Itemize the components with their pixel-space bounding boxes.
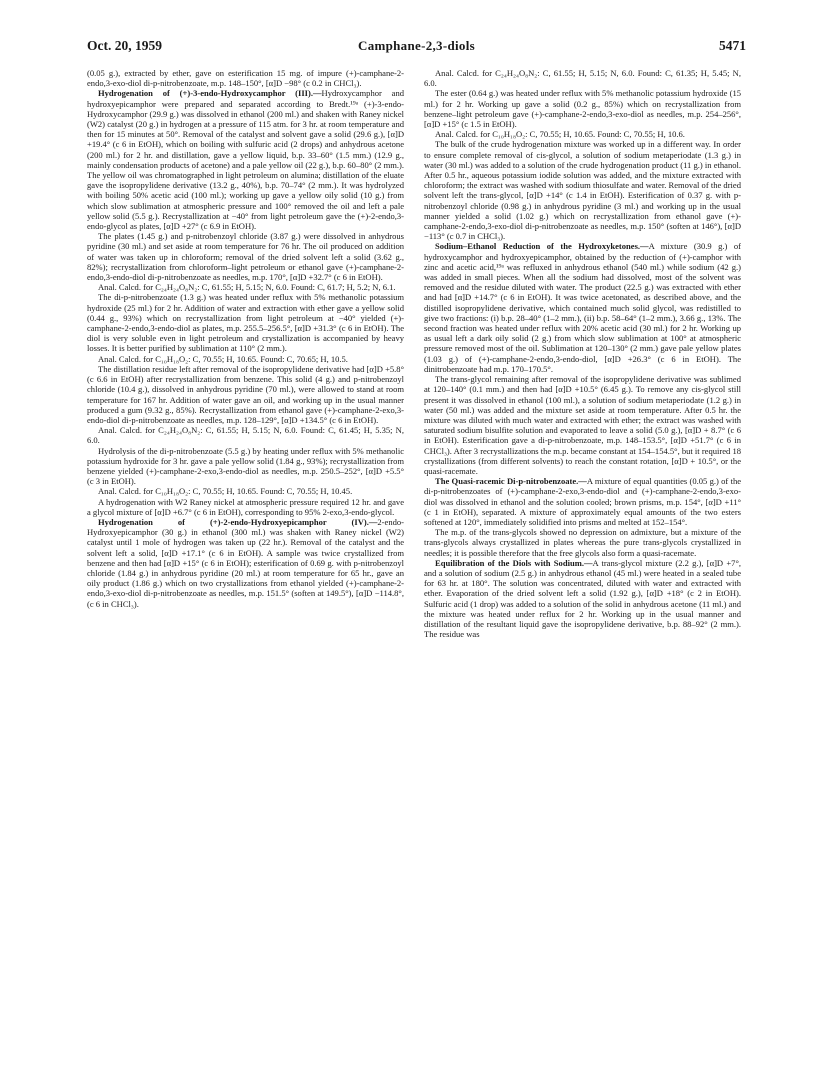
paragraph-text: (0.05 g.), extracted by ether, gave on esterification 15 mg. of impure (+)-camphane-2-endo,3-exo-diol di-p-nitrobenzoate, m.p. 148–150°, [α]D −98° (c 0.2 in CHCl₃). bbox=[87, 68, 404, 89]
paragraph bbox=[424, 241, 741, 374]
paragraph-text: The di-p-nitrobenzoate (1.3 g.) was heated under reflux with 5% methanolic potassium hydroxide (25 ml.) for 2 hr. Addition of water and extraction with ether gave a yellow solid (0.44 g., 93%) which on recrystallization from light petroleum at −40° yielded (+)-camphane-2-endo,3-endo-diol as plates, m.p. 255.5–256.5°, [α]D +31.3° (c 6 in EtOH). The diol is very soluble even in light petroleum and crystallization is accompanied by heavy losses. It is better purified by sublimation at 110° (2 mm.). bbox=[87, 292, 404, 354]
paragraph-text: Anal. Calcd. for C₂₄H₂₄O₈N₂: C, 61.55; H, 5.15; N, 6.0. Found: C, 61.35; H, 5.45; N, 6.0. bbox=[424, 68, 741, 89]
paragraph-text: Hydroxycamphor and hydroxyepicamphor were prepared and separated according to Bredt.¹⁹ᵃ (+)-3-endo-Hydroxycamphor (29.9 g.) was dissolved in ethanol (200 ml.) and shaken with Raney nickel (W2) catalyst (20 g.) in hydrogen at a pressure of 115 atm. for 3 hr. at room temperature and then for 15 minutes at 50°. Removal of the catalyst and solvent gave a solid (29.6 g.), [α]D +19.4° (c 6 in EtOH), which on boiling with sulfuric acid (2 drops) and anhydrous acetone (200 ml.) for 2 hr. and distillation, gave a yellow liquid, b.p. 33–60° (1.5 mm.) (12.9 g., mainly condensation products of acetone) and a pale yellow oil (22 g.), b.p. 60–80° (2 mm.). The yellow oil was chromatographed in light petroleum on alumina; distillation of the eluate gave the isopropylidene derivative (13.2 g., 40%), b.p. 70–74° (2 mm.). It was hydrolyzed with boiling 50% acetic acid (100 ml.); working up gave a yellow oily solid (10 g.) from which slow sublimation at atmospheric pressure and 100° removed the oil and left a pale yellow solid (5.5 g.). Recrystallization at −40° from light petroleum gave the (+)-2-endo,3-endo-glycol as plates, [α]D +27° (c 6.9 in EtOH). bbox=[87, 88, 404, 232]
paragraph bbox=[87, 486, 404, 496]
paragraph-text: Anal. Calcd. for C₁₀H₁₈O₂: C, 70.55; H, 10.65. Found: C, 70.55; H, 10.6. bbox=[435, 129, 685, 140]
paragraph-text: Anal. Calcd. for C₂₄H₂₄O₈N₂: C, 61.55; H, 5.15; N, 6.0. Found: C, 61.7; H, 5.2; N, 6.1. bbox=[98, 282, 396, 293]
paragraph-text: 2-endo-Hydroxyepicamphor (30 g.) in ethanol (300 ml.) was shaken with Raney nickel (W2) catalyst until 1 mole of hydrogen was taken up (22 hr.). Removal of the catalyst and the solvent left a solid, [α]D +17.1° (c 6 in EtOH). A sample was twice crystallized from benzene and then had [α]D +15° (c 6 in EtOH); esterification of 0.69 g. with p-nitrobenzoyl chloride (1.84 g.) in anhydrous pyridine (20 ml.) at room temperature for 65 hr., gave an oily product (1.86 g.) which on two crystallizations from ethanol yielded (+)-camphane-2-endo,3-exo-diol di-p-nitrobenzoate as needles, m.p. 151.5° (soften at 149.5°), [α]D −114.8°, (c 6 in CHCl₃). bbox=[87, 516, 404, 609]
section-heading: Hydrogenation of (+)-2-endo-Hydroxyepicamphor (IV).— bbox=[98, 516, 378, 527]
paragraph-text: The distillation residue left after removal of the isopropylidene derivative had [α]D +5.8° (c 6.6 in EtOH) after recrystallization from benzene. This solid (4 g.) and p-nitrobenzoyl chloride (10.4 g.), dissolved in anhydrous pyridine (70 ml.), were allowed to stand at room temperature for 167 hr. Addition of water gave an oil, and working up in the usual manner produced a gum (9.32 g., 85%). Recrystallization from ethanol gave (+)-camphane-2-exo,3-endo-diol di-p-nitrobenzoate as needles, m.p. 128–129°, [α]D +134.5° (c 6 in EtOH). bbox=[87, 363, 404, 425]
section-heading: Hydrogenation of (+)-3-endo-Hydroxycamphor (III).— bbox=[98, 88, 322, 99]
paragraph bbox=[87, 364, 404, 425]
page-number: 5471 bbox=[719, 38, 746, 53]
paragraph-text: Anal. Calcd. for C₁₀H₁₈O₂: C, 70.55; H, 10.65. Found: C, 70.55; H, 10.45. bbox=[98, 486, 353, 497]
paragraph bbox=[87, 88, 404, 231]
paragraph bbox=[424, 139, 741, 241]
paragraph bbox=[87, 354, 404, 364]
paragraph bbox=[424, 68, 741, 88]
paragraph bbox=[424, 129, 741, 139]
paragraph bbox=[87, 425, 404, 445]
section-heading: The Quasi-racemic Di-p-nitrobenzoate.— bbox=[435, 476, 587, 487]
paragraph-text: The m.p. of the trans-glycols showed no depression on admixture, but a mixture of the trans-glycols always crystallized in plates whereas the pure trans-glycols crystallized in needles; it is possible therefore that the free glycols also form a quasi-racemate. bbox=[424, 527, 741, 558]
paragraph bbox=[424, 558, 741, 640]
right-column bbox=[424, 68, 741, 639]
paragraph bbox=[424, 476, 741, 527]
paragraph-text: The bulk of the crude hydrogenation mixture was worked up in a different way. In order to ensure complete removal of cis-glycol, a solution of sodium metaperiodate (1.3 g.) in water (30 ml.) was added to a solution of the crude hydrogenation product (11 g.) in ethanol. After 0.5 hr., aqueous potassium iodide solution was added, and the mixture extracted with chloroform; the extract was washed with sodium thiosulfate and water. Removal of the dried solvent left the trans-glycol, [α]D +14° (c 1.4 in EtOH). Esterification of 0.37 g. with p-nitrobenzoyl chloride (0.98 g.) in anhydrous pyridine (3 ml.) and working up in the usual manner yielded a solid (1.02 g.) which on recrystallization from ethanol gave (+)-camphane-2-endo,3-exo-diol di-p-nitrobenzoate as needles, m.p. 150° (soften at 146°), [α]D −113° (c 0.7 in CHCl₃). bbox=[424, 139, 741, 242]
paragraph-text: A trans-glycol mixture (2.2 g.), [α]D +7°, and a solution of sodium (2.5 g.) in anhydrous ethanol (45 ml.) were heated in a sealed tube for 63 hr. at 180°. The solution was concentrated, diluted with water and extracted with ether. Evaporation of the dried solvent left a solid (1.92 g.), [α]D +18° (c 2 in EtOH). Sulfuric acid (1 drop) was added to a solution of the solid in anhydrous acetone (11 ml.) and the mixture was heated under reflux for 2 hr. Working up in the usual manner and distillation of the resultant liquid gave the isopropylidene derivative, b.p. 88–92° (2 mm.). The residue was bbox=[424, 557, 741, 640]
paragraph-text: Hydrolysis of the di-p-nitrobenzoate (5.5 g.) by heating under reflux with 5% methanolic potassium hydroxide for 3 hr. gave a pale yellow solid (1.84 g., 93%); recrystallization from benzene yielded (+)-camphane-2-exo,3-endo-diol as needles, m.p. 250.5–252°, [α]D +5.5° (c 3 in EtOH). bbox=[87, 445, 404, 487]
paragraph-text: A mixture of equal quantities (0.05 g.) of the di-p-nitrobenzoates of (+)-camphane-2-exo,3-endo-diol and (+)-camphane-2-endo,3-exo-diol was dissolved in ethanol and the solution cooled; brown prisms, m.p. 154°, [α]D +11° (c 1 in EtOH), separated. A mixture of approximately equal amounts of the two esters softened at 120°, immediately solidified into prisms and melted at 152–154°. bbox=[424, 476, 742, 527]
left-column bbox=[87, 68, 404, 609]
paragraph bbox=[424, 527, 741, 558]
paragraph-text: The trans-glycol remaining after removal of the isopropylidene derivative was sublimed at 120–140° (0.1 mm.) and then had [α]D +10.5° (6.45 g.). To remove any cis-glycol still present it was dissolved in ethanol (100 ml.), a solution of sodium metaperiodate (1.2 g.) in water (50 ml.) was added and the mixture set aside at room temperature. After 0.5 hr. the mixture was diluted with much water and extracted with ether; the extract was washed with saturated sodium bisulfite solution and evaporated to leave a solid (5.0 g.), [α]D + 8.7° (c 6 in EtOH). Esterification gave a di-p-nitrobenzoate, m.p. 148–153.5°, [α]D +51.7° (c 6 in CHCl₃). After 3 recrystallizations the m.p. became constant at 154–154.5°, but it required 18 crystallizations (from different solvents) to reach the constant rotation, [α]D + 10.5°, or the quasi-racemate. bbox=[424, 374, 741, 476]
section-heading: Equilibration of the Diols with Sodium.— bbox=[435, 557, 593, 568]
paragraph bbox=[87, 292, 404, 353]
header-date: Oct. 20, 1959 bbox=[87, 38, 162, 53]
paragraph-text: A mixture (30.9 g.) of hydroxycamphor and hydroxyepicamphor, obtained by the reduction of (+)-camphor with zinc and acetic acid,¹⁹ᵃ was refluxed in anhydrous ethanol (540 ml.) while sodium (42 g.) was added in small pieces. When all the sodium had dissolved, most of the solvent was removed and the residue diluted with water. The product (22.5 g.) was extracted with ether and had [α]D +14.7° (c 6 in EtOH). It was twice acetonated, as described above, and the distilled isopropylidene derivative, which contained much solid glycol, was redistilled to give two fractions: (i) b.p. 28–40° (1–2 mm.), (ii) b.p. 58–64° (1–2 mm.), 3.66 g., 13%. The second fraction was heated under reflux with 20% acetic acid (30 ml.) for 2 hr. Working up as usual left a dark oily solid (2 g.) from which slow sublimation at 100° at atmospheric pressure removed most of the oil. Sublimation at 120–130° (2 mm.) gave pale yellow plates (1.03 g.) of (+)-camphane-2-endo,3-endo-diol, [α]D +26.3° (c 6 in EtOH). The dinitrobenzoate had m.p. 170–170.5°. bbox=[424, 241, 741, 374]
paragraph-text: The ester (0.64 g.) was heated under reflux with 5% methanolic potassium hydroxide (15 ml.) for 2 hr. Working up gave a solid (0.2 g., 85%) which on recrystallization from benzene–light petroleum gave (+)-camphane-2-endo,3-exo-diol as needles, m.p. 254–256°, [α]D +15° (c 1.5 in EtOH). bbox=[424, 88, 741, 130]
paragraph-text: Anal. Calcd. for C₁₀H₁₈O₂: C, 70.55; H, 10.65. Found: C, 70.65; H, 10.5. bbox=[98, 353, 348, 364]
header-title: Camphane-2,3-diols bbox=[358, 38, 475, 53]
section-heading: Sodium–Ethanol Reduction of the Hydroxyketones.— bbox=[435, 241, 649, 252]
paragraph bbox=[87, 446, 404, 487]
paragraph-text: Anal. Calcd. for C₂₄H₂₄O₈N₂: C, 61.55; H, 5.15; N, 6.0. Found: C, 61.45; H, 5.35; N, 6.0. bbox=[87, 425, 404, 446]
paragraph-text: The plates (1.45 g.) and p-nitrobenzoyl chloride (3.87 g.) were dissolved in anhydrous pyridine (30 ml.) and set aside at room temperature for 76 hr. The oil produced on addition of water was taken up in chloroform; removal of the dried solvent left a solid (3.62 g., 82%); recrystallization from chloroform–light petroleum or ethanol gave (+)-camphane-2-endo,3-endo-diol di-p-nitrobenzoate as needles, m.p. 170°, [α]D +32.7° (c 6 in EtOH). bbox=[87, 231, 404, 283]
paragraph bbox=[87, 517, 404, 609]
paragraph bbox=[87, 282, 404, 292]
paragraph bbox=[87, 231, 404, 282]
paragraph bbox=[424, 88, 741, 129]
paragraph bbox=[424, 374, 741, 476]
page-header bbox=[87, 38, 746, 58]
paragraph-text: A hydrogenation with W2 Raney nickel at atmospheric pressure required 12 hr. and gave a glycol mixture of [α]D +6.7° (c 6 in EtOH), corresponding to 95% 2-exo,3-endo-glycol. bbox=[87, 496, 404, 517]
paragraph bbox=[87, 497, 404, 517]
paragraph bbox=[87, 68, 404, 88]
